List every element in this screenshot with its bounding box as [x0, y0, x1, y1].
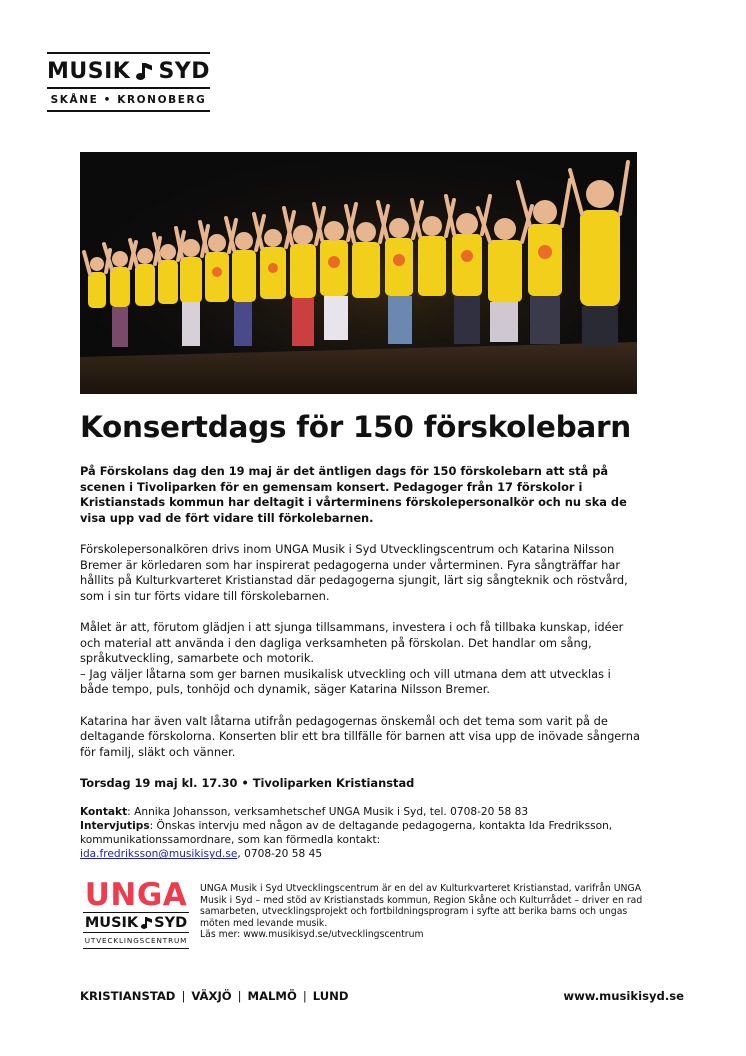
unga-logo-subtitle: UTVECKLINGSCENTRUM	[83, 933, 189, 949]
interview-label: Intervjutips	[80, 820, 150, 833]
contact-email-link[interactable]: ida.fredriksson@musikisyd.se	[80, 848, 238, 861]
paragraph-songs: Katarina har även valt låtarna utifrån pedagogernas önskemål och det tema som varit på de deltagande förskolorna. Konserten blir ett bra tillfälle för barnen att visa upp de inövade sångerna för familj, släkt och vänner.	[80, 713, 640, 759]
unga-logo-word: UNGA	[84, 877, 188, 913]
logo-brand-right: SYD	[158, 59, 210, 84]
about-text: UNGA Musik i Syd Utvecklingscentrum är en del av Kulturkvarteret Kristianstad, varifrån UNGA Musik i Syd – med stöd av Kristianstads kommun, Region Skåne och Kulturrådet – driver en rad samarbeten, utvecklingsprojekt och fortbildningsprogram i syfte att berika barns och ungas möten med levande musik.	[200, 883, 643, 929]
paragraph-choir: Förskolepersonalkören drivs inom UNGA Musik i Syd Utvecklingscentrum och Katarina Nilsson Bremer är körledaren som har inspirerat pedagogerna under vårterminen. Fyra sångträffar har hållits på Kulturkvarteret Kristianstad där pedagogerna sjungit, lärt sig sångteknik och röstvård, som i sin tur förts vidare till förskolebarnen.	[80, 541, 628, 603]
unga-musik-i-syd-logo	[83, 878, 189, 949]
music-note-icon	[135, 62, 153, 82]
lead-paragraph: På Förskolans dag den 19 maj är det äntligen dags för 150 förskolebarn att stå på scenen i Tivoliparken för en gemensam konsert. Pedagoger från 17 förskolor i Kristianstads kommun har deltagit i vårterminens förskolepersonalkör och nu ska de visa upp vad de fört vidare till förkolebarnen.	[80, 464, 627, 525]
unga-logo-brand	[83, 912, 189, 933]
contact-block	[80, 805, 640, 861]
logo-brand	[47, 54, 210, 87]
city-lund: LUND	[312, 989, 349, 1003]
footer-separator: |	[302, 989, 307, 1003]
footer-website: www.musikisyd.se	[563, 989, 684, 1003]
logo-bottom-rule	[47, 110, 210, 112]
paragraph-quote: – Jag väljer låtarna som ger barnen musikalisk utveckling och vill utmana dem att utvecklas i både tempo, puls, tonhöjd och dynamik, säger Katarina Nilsson Bremer.	[80, 666, 611, 697]
page-title: Konsertdags för 150 förskolebarn	[80, 410, 631, 444]
event-details: Torsdag 19 maj kl. 17.30 • Tivoliparken Kristianstad	[80, 775, 415, 790]
choir-photo	[80, 152, 637, 394]
about-read-more: Läs mer: www.musikisyd.se/utvecklingscentrum	[200, 929, 424, 941]
musik-i-syd-logo	[47, 52, 210, 112]
unga-logo-brand-right: SYD	[154, 915, 188, 931]
contact-text: : Annika Johansson, verksamhetschef UNGA Musik i Syd, tel. 0708-20 58 83	[127, 806, 529, 819]
logo-region: SKÅNE • KRONOBERG	[50, 94, 207, 106]
city-malmo: MALMÖ	[247, 989, 297, 1003]
logo-brand-left: MUSIK	[47, 59, 131, 84]
interview-text: : Önskas intervju med någon av de deltagande pedagogerna, kontakta Ida Fredriksson, kommunikationssamordnare, som kan förmedla kontakt:	[80, 820, 613, 847]
press-release-body	[80, 464, 640, 861]
music-note-icon	[140, 916, 152, 930]
footer-separator: |	[181, 989, 186, 1003]
choir-photo-illustration	[80, 152, 637, 394]
contact-phone: , 0708-20 58 45	[237, 848, 323, 861]
city-kristianstad: KRISTIANSTAD	[80, 989, 176, 1003]
footer-separator: |	[237, 989, 242, 1003]
unga-logo-brand-left: MUSIK	[84, 915, 139, 931]
paragraph-goal: Målet är att, förutom glädjen i att sjunga tillsammans, investera i och få tillbaka kunskap, idéer och material att använda i den dagliga verksamheten på förskolan. Det handlar om sång, språkutveckling, samarbete och motorik.	[80, 619, 624, 666]
city-vaxjo: VÄXJÖ	[191, 989, 232, 1003]
contact-label: Kontakt	[80, 806, 128, 819]
about-block	[200, 883, 650, 941]
footer-cities	[80, 989, 348, 1003]
